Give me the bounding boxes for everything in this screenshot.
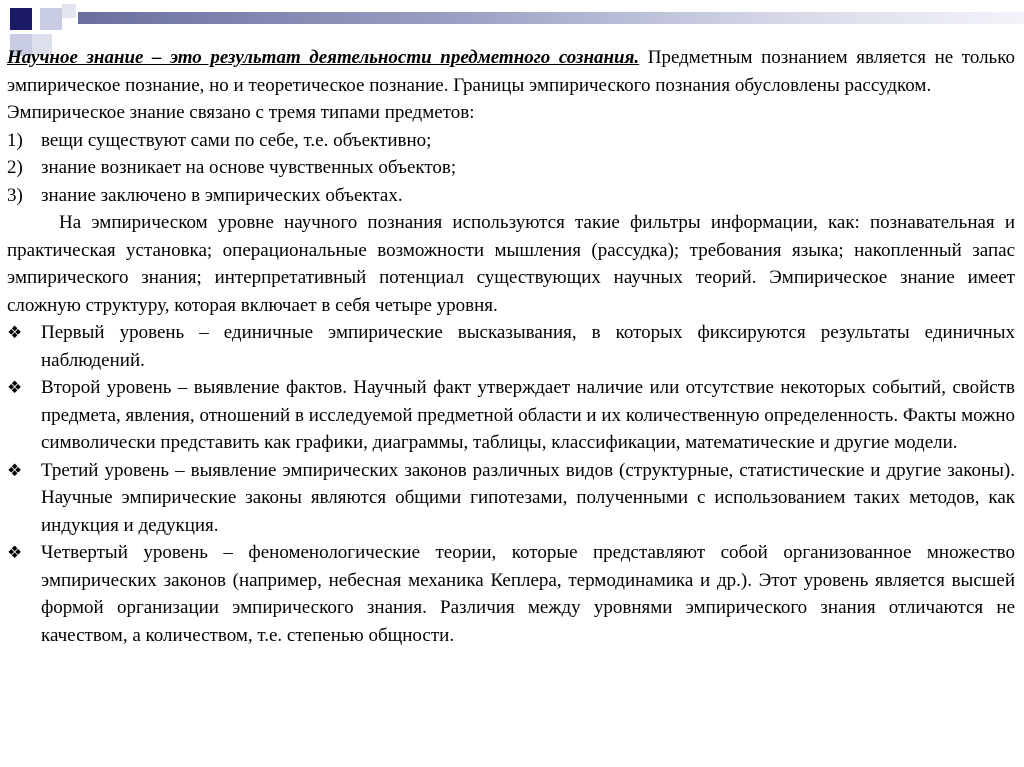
list-text: вещи существуют сами по себе, т.е. объективно; [41,129,432,151]
list-item [7,127,1015,155]
slide-text [7,44,1015,649]
deco-square-light [40,8,62,30]
diamond-bullet-icon: ❖ [7,378,23,397]
list-text: знание заключено в эмпирических объектах. [41,184,403,206]
list-item [7,154,1015,182]
list-number: 2) [7,157,23,178]
level-item [7,374,1015,457]
diamond-bullet-icon: ❖ [7,543,23,562]
level-item [7,457,1015,540]
diamond-bullet-icon: ❖ [7,323,23,342]
filters-paragraph: На эмпирическом уровне научного познания используются такие фильтры информации, как: познавательная и практическая установка; операциональные возможности мышления (рассудка); требования языка; накопленный запас эмпирического знания; интерпретативный потенциал существующих научных теорий. Эмпирическое знание имеет сложную структуру, которая включает в себя четыре уровня. [7,212,1015,316]
level-text: Третий уровень – выявление эмпирических законов различных видов (структурные, статистические и другие законы). Научные эмпирические законы являются общими гипотезами, полученными с использованием таких методов, как индукция и дедукция. [41,459,1015,536]
deco-square-light [62,4,76,18]
intro-lead: Научное знание – это результат деятельности предметного сознания. [7,47,640,68]
types-intro: Эмпирическое знание связано с тремя типами предметов: [7,102,475,123]
intro-paragraph [7,44,1015,99]
deco-square-dark [10,8,32,30]
list-number: 3) [7,184,23,206]
list-number: 1) [7,129,23,151]
level-text: Первый уровень – единичные эмпирические высказывания, в которых фиксируются результаты единичных наблюдений. [41,322,1015,371]
level-item [7,539,1015,649]
level-item [7,319,1015,374]
header-gradient-bar [78,12,1024,24]
list-item [7,182,1015,210]
intro-rest: Предметным познанием является не только эмпирическое познание, но и теоретическое познание. Границы эмпирического познания обусловлены рассудком. [7,47,1015,96]
list-text: знание возникает на основе чувственных объектов; [41,157,457,178]
level-text: Четвертый уровень – феноменологические теории, которые представляют собой организованное множество эмпирических законов (например, небесная механика Кеплера, термодинамика и др.). Этот уровень является высшей формой организации эмпирического знания. Различия между уровнями эмпирического знания отличаются не качеством, а количеством, т.е. степенью общности. [41,542,1015,646]
diamond-bullet-icon: ❖ [7,460,23,480]
level-text: Второй уровень – выявление фактов. Научный факт утверждает наличие или отсутствие некоторых событий, свойств предмета, явления, отношений в исследуемой предметной области и их количественную определенность. Факты можно символически представить как графики, диаграммы, таблицы, классификации, математические и другие модели. [41,377,1015,453]
